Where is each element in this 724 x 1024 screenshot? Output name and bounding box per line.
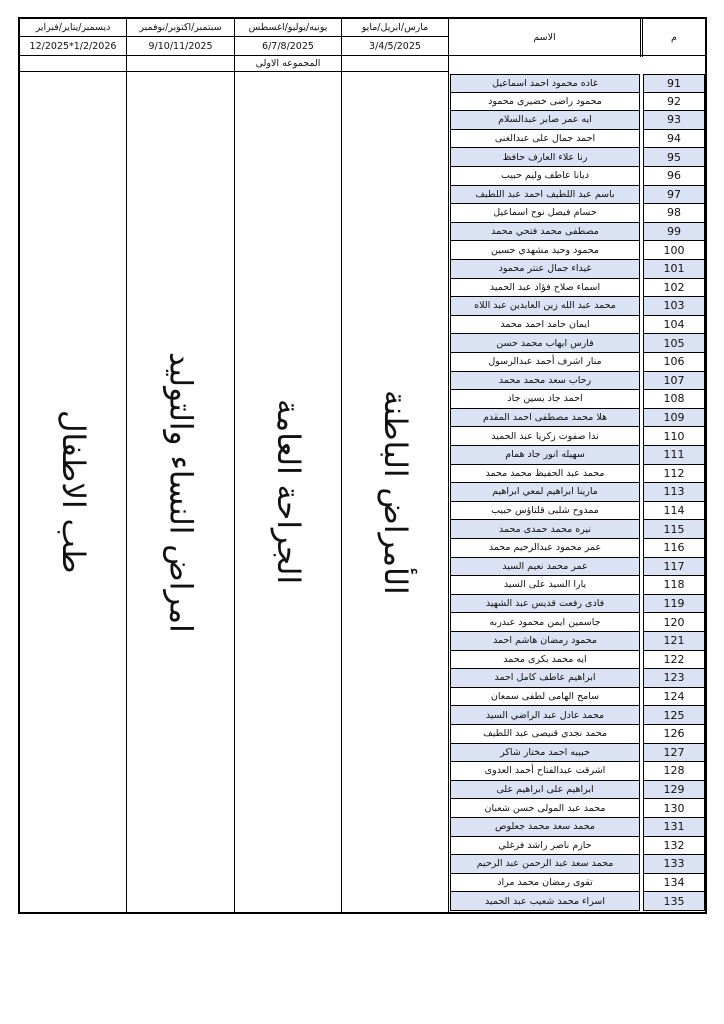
table-row [450, 334, 705, 353]
student-name: مارينا ابراهيم لمعي ابراهيم [450, 483, 640, 502]
table-row [450, 502, 705, 521]
period-3-dates: 9/10/11/2025 [148, 40, 213, 52]
student-number: 129 [643, 781, 705, 800]
student-name: ايمان حامد احمد محمد [450, 316, 640, 335]
student-name: ممدوح شلبى قلتاؤس حبيب [450, 502, 640, 521]
table-row [450, 837, 705, 856]
table-row [450, 130, 705, 149]
student-name: رحاب سعد محمد محمد [450, 372, 640, 391]
department-label: طب الاطفال [55, 410, 91, 574]
department-label: الجراحة العامة [270, 399, 306, 585]
table-row [450, 74, 705, 93]
student-name: محمود رمضان هاشم احمد [450, 632, 640, 651]
student-number: 103 [643, 297, 705, 316]
student-name: هلا محمد مصطفى احمد المقدم [450, 409, 640, 428]
student-name: ايه عمر صابر عبدالسلام [450, 111, 640, 130]
student-name: احمد جمال على عبدالغنى [450, 130, 640, 149]
student-name: باسم عبد اللطيف احمد عبد اللطيف [450, 186, 640, 205]
group-label: المجموعه الاولى [255, 58, 321, 69]
number-column-header: م [671, 31, 677, 43]
student-number: 126 [643, 725, 705, 744]
table-row [450, 372, 705, 391]
student-number: 113 [643, 483, 705, 502]
student-name: محمد عبد الله زين العابدين عبد اللاه [450, 297, 640, 316]
student-name: اسراء محمد شعيب عبد الحميد [450, 892, 640, 911]
student-name: محمد عبد المولى حسن شعبان [450, 799, 640, 818]
table-row [450, 204, 705, 223]
student-number: 95 [643, 148, 705, 167]
table-row [450, 279, 705, 298]
table-row [450, 855, 705, 874]
student-name: غيداء جمال عنتر محمود [450, 260, 640, 279]
header-bottom-line [20, 55, 705, 56]
student-number: 99 [643, 223, 705, 242]
table-row [450, 632, 705, 651]
student-name: حسام فيصل نوح اسماعيل [450, 204, 640, 223]
student-number: 111 [643, 446, 705, 465]
student-name: ابراهيم على ابراهيم على [450, 781, 640, 800]
table-row [450, 427, 705, 446]
table-row [450, 706, 705, 725]
table-row [450, 613, 705, 632]
table-row [450, 241, 705, 260]
table-row [450, 539, 705, 558]
name-column-header: الاسم [533, 31, 556, 43]
student-number: 121 [643, 632, 705, 651]
student-number: 104 [643, 316, 705, 335]
table-row [450, 465, 705, 484]
student-number: 106 [643, 353, 705, 372]
table-row [450, 111, 705, 130]
table-row [450, 818, 705, 837]
student-number: 98 [643, 204, 705, 223]
student-name: فارس ايهاب محمد حسن [450, 334, 640, 353]
column-divider [448, 19, 449, 912]
student-name: محمد سعد عبد الرحمن عبد الرحيم [450, 855, 640, 874]
student-name: اشرقت عبدالفتاح أحمد العدوى [450, 762, 640, 781]
period-2-dates: 6/7/8/2025 [262, 40, 314, 52]
table-row [450, 799, 705, 818]
student-name: اسماء صلاح فؤاد عبد الحميد [450, 279, 640, 298]
student-name: ايه محمد بكرى محمد [450, 651, 640, 670]
student-number: 116 [643, 539, 705, 558]
period-2-months: يونيه/يوليو/اغسطس [235, 19, 341, 37]
student-number: 100 [643, 241, 705, 260]
table-row [450, 390, 705, 409]
table-row [450, 223, 705, 242]
student-number: 134 [643, 874, 705, 893]
student-number: 125 [643, 706, 705, 725]
student-name: رنا علاء العارف حافظ [450, 148, 640, 167]
table-row [450, 316, 705, 335]
period-3-months: سبتمبر/اكتوبر/نوفمبر [127, 19, 234, 37]
department-label: امراض النساء والتوليد [162, 351, 199, 633]
student-name: سهيله انور جاد همام [450, 446, 640, 465]
column-divider [640, 19, 641, 57]
table-row [450, 167, 705, 186]
student-name: محمود وحيد مشهدي حسين [450, 241, 640, 260]
student-name: سامح الهامى لطفى سمعان [450, 688, 640, 707]
student-name: جاسمين ايمن محمود عبدربه [450, 613, 640, 632]
student-name: غاده محمود احمد اسماعيل [450, 74, 640, 93]
table-row [450, 669, 705, 688]
table-row [450, 483, 705, 502]
department-label: الأمراض الباطنة [377, 389, 413, 595]
student-number: 92 [643, 93, 705, 112]
table-row [450, 781, 705, 800]
student-number: 94 [643, 130, 705, 149]
student-number: 112 [643, 465, 705, 484]
student-name: محمد عادل عبد الراضي السيد [450, 706, 640, 725]
table-row [450, 762, 705, 781]
student-number: 117 [643, 558, 705, 577]
student-name: عمر محمود عبدالرحيم محمد [450, 539, 640, 558]
table-row [450, 744, 705, 763]
department-obgyn [127, 72, 234, 912]
student-name: نيره محمد حمدى محمد [450, 520, 640, 539]
table-row [450, 874, 705, 893]
student-name: تقوى رمضان محمد مراد [450, 874, 640, 893]
department-general-surgery [235, 72, 341, 912]
student-name: يارا السيد على السيد [450, 576, 640, 595]
table-row [450, 409, 705, 428]
student-number: 122 [643, 651, 705, 670]
student-number: 130 [643, 799, 705, 818]
student-number: 101 [643, 260, 705, 279]
student-number: 124 [643, 688, 705, 707]
student-name: محمود راضى خضيرى محمود [450, 93, 640, 112]
student-number: 135 [643, 892, 705, 911]
table-row [450, 353, 705, 372]
table-row [450, 651, 705, 670]
student-name: حازم ناصر راشد فرغلي [450, 837, 640, 856]
table-row [450, 576, 705, 595]
student-number: 96 [643, 167, 705, 186]
student-number: 110 [643, 427, 705, 446]
student-number: 128 [643, 762, 705, 781]
student-name: محمد عبد الحفيظ محمد محمد [450, 465, 640, 484]
student-number: 133 [643, 855, 705, 874]
student-name: عمر محمد نعيم السيد [450, 558, 640, 577]
rotation-schedule-table [18, 17, 707, 914]
student-name: ندا صفوت زكريا عبد الحميد [450, 427, 640, 446]
table-row [450, 186, 705, 205]
student-number: 108 [643, 390, 705, 409]
table-row [450, 688, 705, 707]
period-4-months: ديسمبر/يناير/فبراير [20, 19, 126, 37]
student-number: 105 [643, 334, 705, 353]
student-number: 123 [643, 669, 705, 688]
student-number: 132 [643, 837, 705, 856]
table-row [450, 520, 705, 539]
student-name: حبيبه احمد مختار شاكر [450, 744, 640, 763]
student-number: 115 [643, 520, 705, 539]
student-number: 131 [643, 818, 705, 837]
student-number: 109 [643, 409, 705, 428]
table-row [450, 260, 705, 279]
student-number: 118 [643, 576, 705, 595]
student-name: ديانا عاطف وليم حبيب [450, 167, 640, 186]
table-row [450, 892, 705, 911]
student-number: 102 [643, 279, 705, 298]
department-internal-medicine [342, 72, 448, 912]
table-row [450, 297, 705, 316]
student-name: محمد نجدي قنيصى عبد اللطيف [450, 725, 640, 744]
period-1-months: مارس/ابريل/مايو [342, 19, 448, 37]
student-name: محمد سعد محمد جعلوص [450, 818, 640, 837]
student-number: 91 [643, 74, 705, 93]
student-name: احمد جاد يسين جاد [450, 390, 640, 409]
student-number: 119 [643, 595, 705, 614]
period-1-dates: 3/4/5/2025 [369, 40, 421, 52]
department-pediatrics [20, 72, 126, 912]
student-number: 107 [643, 372, 705, 391]
student-number: 114 [643, 502, 705, 521]
student-name: ابراهيم عاطف كامل احمد [450, 669, 640, 688]
table-row [450, 595, 705, 614]
student-name: فادى رفعت قديس عبد الشهيد [450, 595, 640, 614]
period-4-dates: 12/2025*1/2/2026 [29, 40, 117, 52]
student-number: 127 [643, 744, 705, 763]
table-row [450, 148, 705, 167]
student-number: 97 [643, 186, 705, 205]
student-number: 93 [643, 111, 705, 130]
table-row [450, 725, 705, 744]
student-name: مصطفى محمد فتحي محمد [450, 223, 640, 242]
table-row [450, 446, 705, 465]
table-row [450, 93, 705, 112]
student-name: منار اشرف أحمد عبدالرسول [450, 353, 640, 372]
table-row [450, 558, 705, 577]
student-number: 120 [643, 613, 705, 632]
